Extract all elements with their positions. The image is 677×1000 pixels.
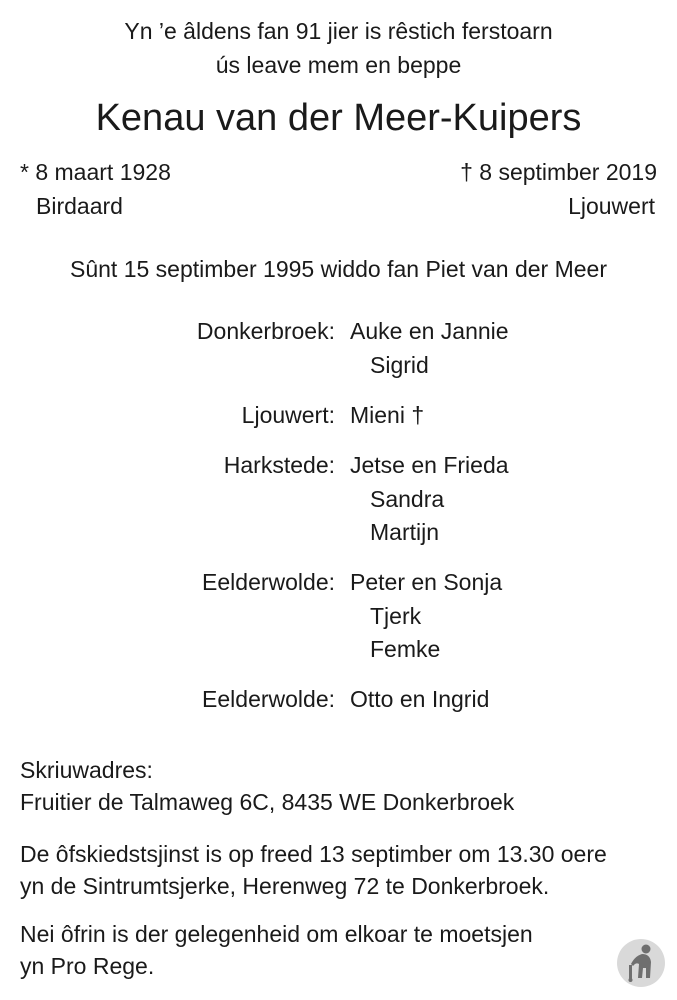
family-child: Martijn (370, 519, 440, 545)
death-place: Ljouwert (568, 193, 655, 219)
family-place: Harkstede: (223, 452, 335, 478)
family-names: Auke en Jannie (350, 318, 509, 344)
gathering-line-2: yn Pro Rege. (20, 953, 155, 979)
family-names: Jetse en Frieda (350, 452, 509, 478)
death-date: † 8 septimber 2019 (460, 159, 657, 185)
address-label: Skriuwadres: (20, 757, 153, 783)
service-line-1: De ôfskiedstsjinst is op freed 13 septimber om 13.30 oere (20, 841, 607, 867)
widow-note: Sûnt 15 septimber 1995 widdo fan Piet van der Meer (70, 256, 607, 282)
family-names: Peter en Sonja (350, 569, 503, 595)
address-value: Fruitier de Talmaweg 6C, 8435 WE Donkerbroek (20, 789, 515, 815)
family-place: Eelderwolde: (202, 569, 335, 595)
family-child: Sandra (370, 486, 445, 512)
address-block (20, 754, 665, 818)
family-names: Otto en Ingrid (350, 686, 490, 712)
intro-line-1: Yn ’e âldens fan 91 jier is rêstich ferstoarn (124, 18, 553, 44)
service-block (20, 838, 665, 902)
deceased-name: Kenau van der Meer-Kuipers (95, 97, 582, 139)
birth-date: * 8 maart 1928 (20, 159, 171, 185)
intro-line-2: ús leave mem en beppe (215, 52, 462, 78)
gathering-block (20, 918, 665, 982)
family-names: Mieni † (350, 402, 425, 428)
family-place: Ljouwert: (241, 402, 335, 428)
service-line-2: yn de Sintrumtsjerke, Herenweg 72 te Donkerbroek. (20, 873, 550, 899)
family-child: Tjerk (370, 603, 422, 629)
family-child: Femke (370, 636, 441, 662)
family-place: Donkerbroek: (196, 318, 335, 344)
family-place: Eelderwolde: (202, 686, 335, 712)
birth-place: Birdaard (36, 193, 123, 219)
gathering-line-1: Nei ôfrin is der gelegenheid om elkoar te moetsjen (20, 921, 533, 947)
memorial-logo-icon (616, 938, 666, 988)
family-child: Sigrid (370, 352, 429, 378)
